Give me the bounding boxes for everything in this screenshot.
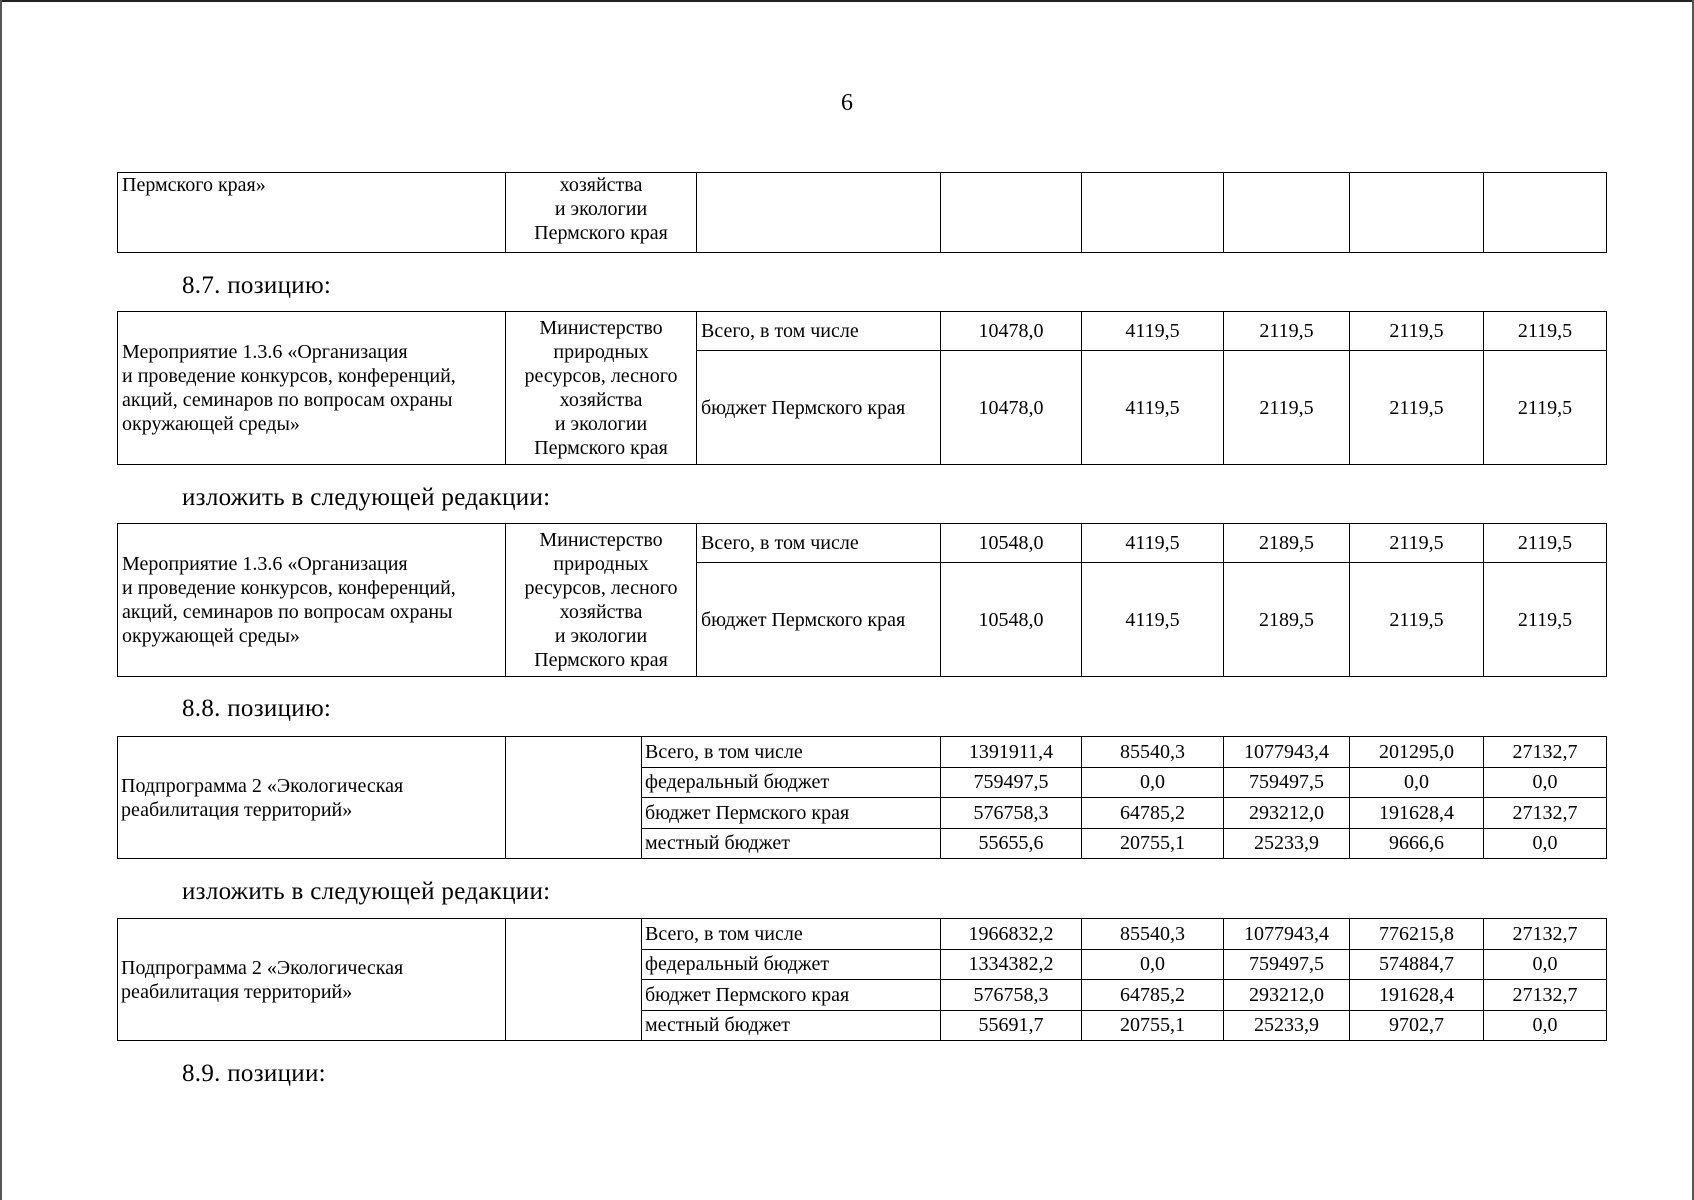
responsible-org-cell xyxy=(506,919,642,1041)
amount-cell: 85540,3 xyxy=(1082,919,1224,950)
amount-cell: 4119,5 xyxy=(1082,351,1224,465)
org-line: Пермского края xyxy=(534,649,668,671)
description-line: Мероприятие 1.3.6 «Организация xyxy=(122,341,408,363)
org-line: природных xyxy=(553,553,649,575)
amount-cell: 0,0 xyxy=(1484,1010,1607,1041)
amount-cell: 25233,9 xyxy=(1224,1010,1350,1041)
section-heading-8-8: 8.8. позицию: xyxy=(182,695,332,722)
amount-cell: 0,0 xyxy=(1082,767,1224,798)
scan-left-edge xyxy=(0,0,2,1200)
amount-cell: 2119,5 xyxy=(1484,312,1607,351)
table-row xyxy=(118,173,1607,253)
amount-cell: 9702,7 xyxy=(1350,1010,1484,1041)
org-line: Пермского края xyxy=(534,222,668,244)
amount-cell: 20755,1 xyxy=(1082,1010,1224,1041)
funding-source-cell: Всего, в том числе xyxy=(642,737,941,768)
continuation-table xyxy=(117,172,1607,253)
scan-top-edge xyxy=(0,0,1694,2)
org-line: ресурсов, лесного xyxy=(524,577,678,599)
org-line: Министерство xyxy=(539,317,663,339)
funding-source-cell: бюджет Пермского края xyxy=(642,798,941,829)
funding-source-cell: бюджет Пермского края xyxy=(642,980,941,1011)
section-heading-new-edition: изложить в следующей редакции: xyxy=(182,484,551,511)
amount-cell: 1966832,2 xyxy=(941,919,1082,950)
org-line: хозяйства xyxy=(559,389,643,411)
amount-cell: 2119,5 xyxy=(1350,351,1484,465)
amount-cell: 191628,4 xyxy=(1350,980,1484,1011)
table-row xyxy=(118,919,1607,950)
description-line: реабилитация территорий» xyxy=(121,980,353,1003)
amount-cell: 10548,0 xyxy=(941,524,1082,563)
amount-cell: 4119,5 xyxy=(1082,312,1224,351)
subprogram-old-table xyxy=(117,736,1607,859)
description-cell xyxy=(118,312,506,465)
description-line: окружающей среды» xyxy=(122,413,300,435)
amount-cell: 191628,4 xyxy=(1350,798,1484,829)
funding-source-cell: местный бюджет xyxy=(642,1010,941,1041)
section-heading-8-7: 8.7. позицию: xyxy=(182,272,332,299)
amount-cell: 2119,5 xyxy=(1484,563,1607,677)
amount-cell: 2119,5 xyxy=(1350,312,1484,351)
org-line: хозяйства xyxy=(559,601,643,623)
amount-cell: 2119,5 xyxy=(1484,351,1607,465)
amount-cell: 10478,0 xyxy=(941,351,1082,465)
measure-old-table xyxy=(117,311,1607,465)
description-line: окружающей среды» xyxy=(122,625,300,647)
org-line: ресурсов, лесного xyxy=(524,365,678,387)
description-line: и проведение конкурсов, конференций, xyxy=(122,577,456,599)
table-row xyxy=(118,737,1607,768)
amount-cell: 576758,3 xyxy=(941,980,1082,1011)
funding-source-cell: бюджет Пермского края xyxy=(697,351,941,465)
responsible-org-cell xyxy=(506,524,697,677)
amount-cell: 25233,9 xyxy=(1224,828,1350,859)
amount-cell: 2119,5 xyxy=(1224,351,1350,465)
empty-cell xyxy=(1224,173,1350,253)
amount-cell: 759497,5 xyxy=(941,767,1082,798)
responsible-org-cell xyxy=(506,173,697,253)
org-line: и экологии xyxy=(554,625,648,647)
section-heading-new-edition-2: изложить в следующей редакции: xyxy=(182,878,551,905)
funding-source-cell: местный бюджет xyxy=(642,828,941,859)
amount-cell: 759497,5 xyxy=(1224,949,1350,980)
funding-source-cell: федеральный бюджет xyxy=(642,767,941,798)
amount-cell: 27132,7 xyxy=(1484,919,1607,950)
empty-cell xyxy=(697,173,941,253)
amount-cell: 776215,8 xyxy=(1350,919,1484,950)
amount-cell: 2119,5 xyxy=(1350,524,1484,563)
amount-cell: 85540,3 xyxy=(1082,737,1224,768)
responsible-org-cell xyxy=(506,737,642,859)
amount-cell: 9666,6 xyxy=(1350,828,1484,859)
funding-source-cell: Всего, в том числе xyxy=(642,919,941,950)
org-line: хозяйства xyxy=(559,174,643,196)
amount-cell: 64785,2 xyxy=(1082,798,1224,829)
empty-cell xyxy=(1484,173,1607,253)
amount-cell: 1077943,4 xyxy=(1224,737,1350,768)
amount-cell: 0,0 xyxy=(1484,949,1607,980)
amount-cell: 2119,5 xyxy=(1484,524,1607,563)
org-line: и экологии xyxy=(554,413,648,435)
description-line: акций, семинаров по вопросам охраны xyxy=(122,601,453,623)
org-line: Пермского края xyxy=(534,437,668,459)
amount-cell: 10478,0 xyxy=(941,312,1082,351)
amount-cell: 64785,2 xyxy=(1082,980,1224,1011)
amount-cell: 2119,5 xyxy=(1350,563,1484,677)
measure-new-table xyxy=(117,523,1607,677)
org-line: Министерство xyxy=(539,529,663,551)
org-line: природных xyxy=(553,341,649,363)
description-line: реабилитация территорий» xyxy=(121,798,353,821)
section-heading-8-9: 8.9. позиции: xyxy=(182,1060,326,1087)
amount-cell: 759497,5 xyxy=(1224,767,1350,798)
empty-cell xyxy=(941,173,1082,253)
funding-source-cell: федеральный бюджет xyxy=(642,949,941,980)
amount-cell: 27132,7 xyxy=(1484,798,1607,829)
amount-cell: 293212,0 xyxy=(1224,980,1350,1011)
funding-source-cell: Всего, в том числе xyxy=(697,312,941,351)
description-cell xyxy=(118,919,506,1041)
table-row xyxy=(118,312,1607,351)
amount-cell: 2189,5 xyxy=(1224,563,1350,677)
funding-source-cell: Всего, в том числе xyxy=(697,524,941,563)
description-line: Подпрограмма 2 «Экологическая xyxy=(121,774,404,797)
amount-cell: 27132,7 xyxy=(1484,737,1607,768)
responsible-org-cell xyxy=(506,312,697,465)
org-line: и экологии xyxy=(554,198,648,220)
amount-cell: 27132,7 xyxy=(1484,980,1607,1011)
description-line: и проведение конкурсов, конференций, xyxy=(122,365,456,387)
amount-cell: 574884,7 xyxy=(1350,949,1484,980)
amount-cell: 20755,1 xyxy=(1082,828,1224,859)
empty-cell xyxy=(1082,173,1224,253)
amount-cell: 576758,3 xyxy=(941,798,1082,829)
amount-cell: 4119,5 xyxy=(1082,563,1224,677)
amount-cell: 55655,6 xyxy=(941,828,1082,859)
description-line: Мероприятие 1.3.6 «Организация xyxy=(122,553,408,575)
description-cell xyxy=(118,524,506,677)
page-number: 6 xyxy=(841,90,853,116)
amount-cell: 0,0 xyxy=(1350,767,1484,798)
table-row xyxy=(118,524,1607,563)
amount-cell: 2119,5 xyxy=(1224,312,1350,351)
amount-cell: 0,0 xyxy=(1484,828,1607,859)
amount-cell: 0,0 xyxy=(1082,949,1224,980)
amount-cell: 1391911,4 xyxy=(941,737,1082,768)
description-cell xyxy=(118,737,506,859)
amount-cell: 10548,0 xyxy=(941,563,1082,677)
description-line: акций, семинаров по вопросам охраны xyxy=(122,389,453,411)
amount-cell: 4119,5 xyxy=(1082,524,1224,563)
funding-source-cell: бюджет Пермского края xyxy=(697,563,941,677)
description-cell: Пермского края» xyxy=(118,173,506,253)
amount-cell: 0,0 xyxy=(1484,767,1607,798)
amount-cell: 2189,5 xyxy=(1224,524,1350,563)
amount-cell: 1334382,2 xyxy=(941,949,1082,980)
empty-cell xyxy=(1350,173,1484,253)
amount-cell: 201295,0 xyxy=(1350,737,1484,768)
amount-cell: 55691,7 xyxy=(941,1010,1082,1041)
amount-cell: 293212,0 xyxy=(1224,798,1350,829)
description-line: Подпрограмма 2 «Экологическая xyxy=(121,956,404,979)
amount-cell: 1077943,4 xyxy=(1224,919,1350,950)
subprogram-new-table xyxy=(117,918,1607,1041)
